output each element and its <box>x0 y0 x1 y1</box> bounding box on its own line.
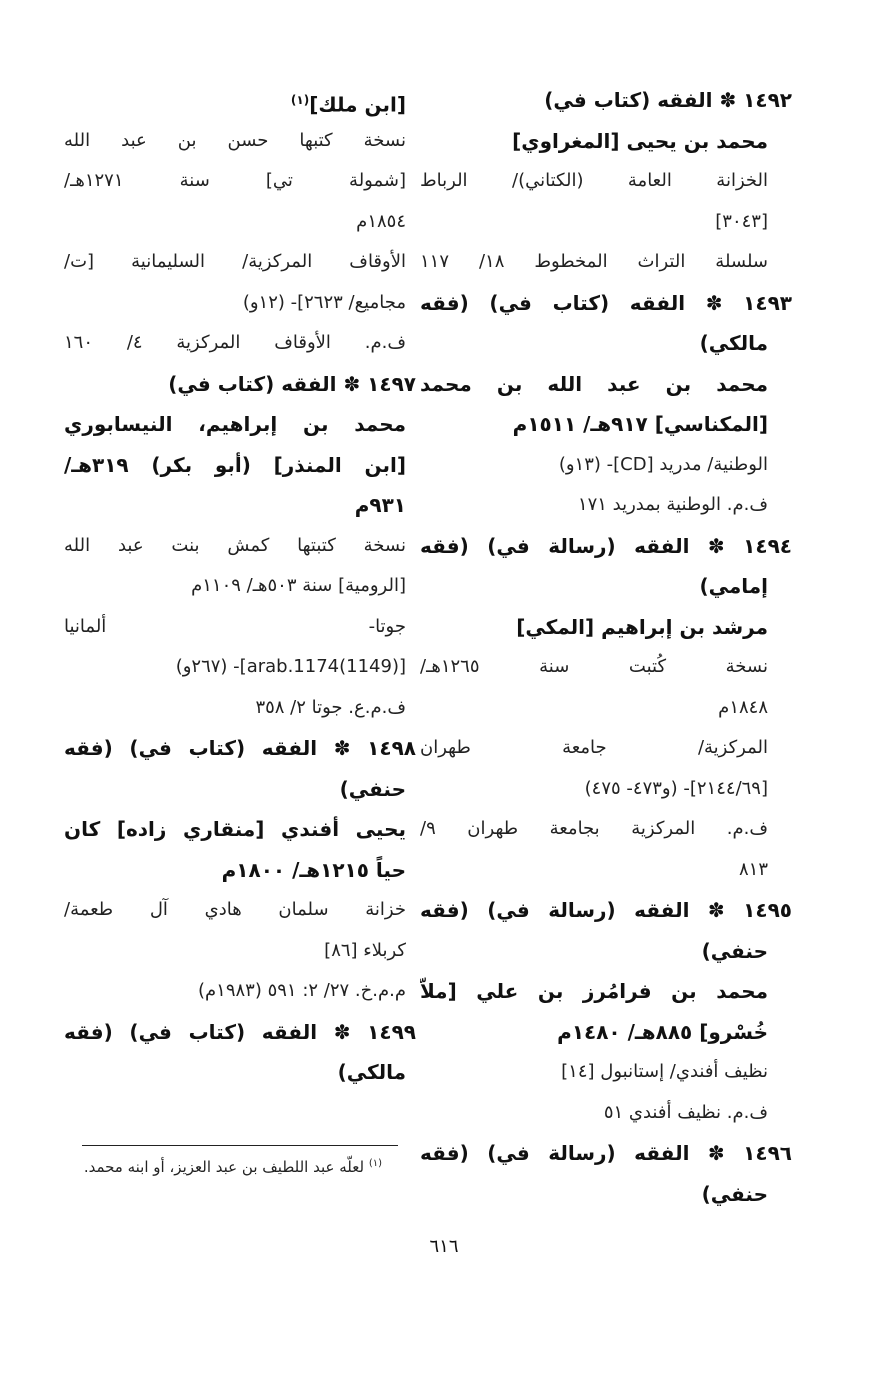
right-column-line-text: ف.م. المركزية بجامعة طهران ٩/ <box>420 818 768 839</box>
left-column-line-text: نسخة كتبتها كمش بنت عبد الله <box>64 534 406 556</box>
left-column-line-text: [الرومية] سنة ٥٠٣هـ/ ١١٠٩م <box>191 575 406 596</box>
right-column-line-text: [المكناسي] ٩١٧هـ/ ١٥١١م <box>512 412 768 436</box>
right-column-line-text: نظيف أفندي/ إستانبول [١٤] <box>561 1061 768 1082</box>
footnote-separator <box>82 1145 398 1146</box>
right-column-line <box>420 728 792 769</box>
right-column-line-text: ١٤٩٣ ✽ الفقه (كتاب في) (فقه <box>420 290 792 315</box>
right-column-line-text: خُسْرو] ٨٨٥هـ/ ١٤٨٠م <box>557 1019 768 1044</box>
left-column <box>64 80 416 1093</box>
right-column-line-text: إمامي) <box>699 574 768 598</box>
right-column-line-text: ٨١٣ <box>738 858 768 880</box>
left-column-line <box>64 161 416 202</box>
right-column-line-text: مرشد بن إبراهيم [المكي] <box>516 614 768 639</box>
left-column-line-text: [شمولة تي] سنة ١٢٧١هـ/ <box>64 170 406 191</box>
left-column-line-text: حياً ١٢١٥هـ/ ١٨٠٠م <box>221 857 406 882</box>
right-column-line-text: ١٤٩٥ ✽ الفقه (رسالة في) (فقه <box>420 898 792 922</box>
left-column-line <box>64 566 416 607</box>
left-column-line <box>64 323 416 364</box>
left-column-line <box>64 647 416 688</box>
right-column-line-text: [٢١٤٤/٦٩]- (و٤٧٣- ٤٧٥) <box>584 777 768 799</box>
left-column-line <box>64 202 416 243</box>
footnote <box>84 1158 382 1176</box>
right-column-line <box>420 890 792 931</box>
left-column-line <box>64 364 416 405</box>
right-column-line <box>420 647 792 688</box>
right-column-line <box>420 364 792 405</box>
right-column-line-text: ف.م. الوطنية بمدريد ١٧١ <box>577 494 768 515</box>
right-column-line <box>420 283 792 324</box>
right-column-line-text: محمد بن فرامُرز بن علي [ملاّ <box>420 979 768 1003</box>
right-column-line-text: ١٤٩٦ ✽ الفقه (رسالة في) (فقه <box>420 1141 792 1165</box>
left-column-line-text: نسخة كتبها حسن بن عبد الله <box>64 129 406 151</box>
footnote-reference: (١) <box>290 93 310 107</box>
right-column-line-text: ١٤٩٤ ✽ الفقه (رسالة في) (فقه <box>420 533 792 558</box>
right-column-line-text: حنفي) <box>701 1181 768 1206</box>
right-column-line <box>420 1052 792 1093</box>
left-column-line <box>64 809 416 850</box>
left-column-line <box>64 242 416 283</box>
left-column-line-text: يحيى أفندي [منقاري زاده] كان <box>64 817 406 841</box>
right-column-line-text: ١٤٩٢ ✽ الفقه (كتاب في) <box>544 88 792 112</box>
left-column-line-text: ١٤٩٨ ✽ الفقه (كتاب في) (فقه <box>64 736 416 760</box>
left-column-line-text: [(1149)arab.1174]- (٢٦٧و) <box>175 656 406 677</box>
right-column-line-text: الخزانة العامة (الكتاني)/ الرباط <box>420 170 768 191</box>
left-column-line-text: ١٤٩٧ ✽ الفقه (كتاب في) <box>168 371 416 396</box>
right-column-line <box>420 566 792 607</box>
left-column-line <box>64 850 416 891</box>
left-column-line <box>64 728 416 769</box>
left-column-line <box>64 769 416 810</box>
right-column-line <box>420 688 792 729</box>
left-column-line-text: خزانة سلمان هادي آل طعمة/ <box>64 899 406 920</box>
left-column-line <box>64 121 416 162</box>
right-column-line <box>420 769 792 810</box>
right-column-line <box>420 931 792 972</box>
right-column-line <box>420 121 792 162</box>
left-column-line-text: م.م.خ. ٢٧/ ٢: ٥٩١ (١٩٨٣م) <box>197 980 406 1001</box>
left-column-line-text: جوتا- ألمانيا <box>64 615 406 637</box>
left-column-line <box>64 80 416 121</box>
right-column-line-text: [٣٠٤٣] <box>715 210 768 232</box>
left-column-line <box>64 445 416 486</box>
left-column-line <box>64 890 416 931</box>
right-column-line-text: الوطنية/ مدريد [CD]- (١٣و) <box>558 453 768 475</box>
right-column-line-text: محمد بن عبد الله بن محمد <box>420 371 768 396</box>
left-column-line <box>64 485 416 526</box>
right-column-line-text: محمد بن يحيى [المغراوي] <box>512 128 768 153</box>
left-column-line-text: ف.م. الأوقاف المركزية ٤/ ١٦٠ <box>64 332 406 353</box>
left-column-line <box>64 404 416 445</box>
left-column-line-text: حنفي) <box>339 776 406 801</box>
right-column-line <box>420 971 792 1012</box>
left-column-line-text: مجاميع/ ٢٦٢٣]- (١٢و) <box>242 291 406 313</box>
footnote-text: لعلّه عبد اللطيف بن عبد العزيز، أو ابنه محمد. <box>83 1158 365 1176</box>
left-column-line <box>64 526 416 567</box>
left-column-line-text: الأوقاف المركزية/ السليمانية [ت/ <box>64 251 406 272</box>
right-column-line <box>420 445 792 486</box>
right-column-line <box>420 323 792 364</box>
left-column-line-text: ف.م.ع. جوتا ٢/ ٣٥٨ <box>255 696 406 718</box>
left-column-line-text: محمد بن إبراهيم، النيسابوري <box>64 412 406 436</box>
left-column-line-text: ٩٣١م <box>354 493 406 517</box>
right-column-line <box>420 1133 792 1174</box>
footnote-marker: (١) <box>368 1158 382 1169</box>
left-column-line <box>64 688 416 729</box>
left-column-line <box>64 1052 416 1093</box>
right-column-line <box>420 607 792 648</box>
right-column-line-text: ف.م. نظيف أفندي ٥١ <box>603 1101 768 1123</box>
right-column-line-text: سلسلة التراث المخطوط ١٨/ ١١٧ <box>420 251 768 272</box>
right-column-line-text: نسخة كُتبت سنة ١٢٦٥هـ/ <box>420 656 768 677</box>
right-column-line <box>420 202 792 243</box>
right-column-line <box>420 850 792 891</box>
right-column-line-text: ١٨٤٨م <box>718 696 768 718</box>
left-column-line <box>64 283 416 324</box>
left-column-line-text: [ابن ملك] <box>309 92 406 117</box>
right-column <box>420 80 792 1214</box>
left-column-line-text: ١٤٩٩ ✽ الفقه (كتاب في) (فقه <box>64 1019 416 1044</box>
right-column-line-text: حنفي) <box>701 938 768 963</box>
right-column-line-text: المركزية/ جامعة طهران <box>420 737 768 758</box>
left-column-line <box>64 1012 416 1053</box>
left-column-line <box>64 931 416 972</box>
right-column-line <box>420 1093 792 1134</box>
page-number: ٦١٦ <box>429 1236 459 1257</box>
right-column-line <box>420 161 792 202</box>
right-column-line <box>420 404 792 445</box>
left-column-line-text: ١٨٥٤م <box>356 210 406 232</box>
right-column-line <box>420 1174 792 1215</box>
right-column-line <box>420 80 792 121</box>
right-column-line <box>420 526 792 567</box>
left-column-line-text: كربلاء [٨٦] <box>324 939 406 961</box>
right-column-line <box>420 809 792 850</box>
right-column-line <box>420 242 792 283</box>
left-column-line <box>64 971 416 1012</box>
right-column-line-text: مالكي) <box>699 331 768 355</box>
left-column-line-text: [ابن المنذر] (أبو بكر) ٣١٩هـ/ <box>64 452 406 477</box>
right-column-line <box>420 485 792 526</box>
right-column-line <box>420 1012 792 1053</box>
left-column-line-text: مالكي) <box>337 1060 406 1084</box>
left-column-line <box>64 607 416 648</box>
